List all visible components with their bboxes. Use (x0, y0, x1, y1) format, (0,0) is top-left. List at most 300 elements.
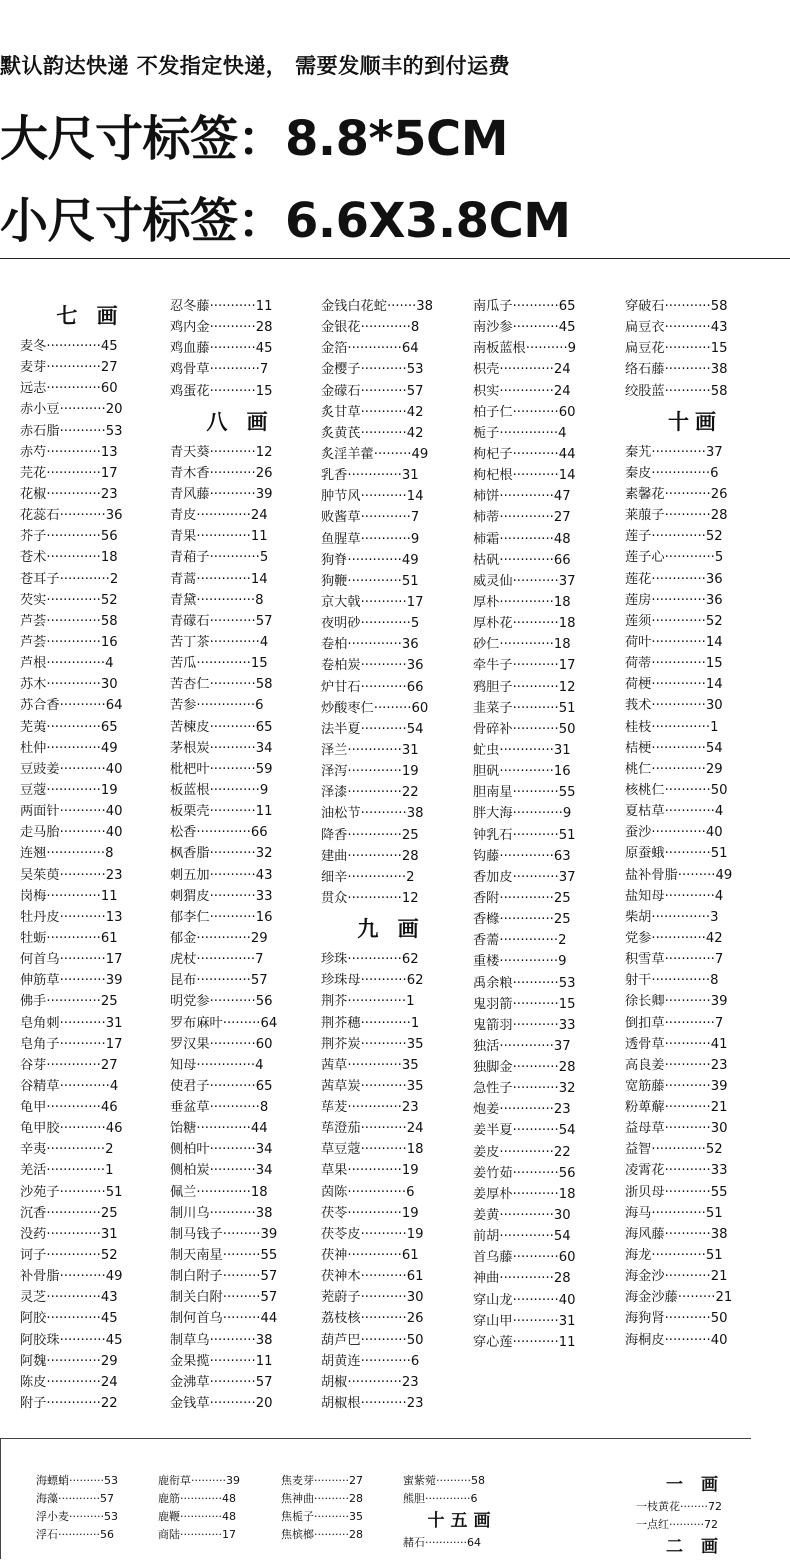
herb-name: 泽兰 (321, 742, 348, 758)
herb-entry (170, 1139, 310, 1160)
leader-dots: ··········· (664, 1057, 711, 1073)
page-number: 44 (558, 446, 576, 462)
herb-entry (20, 780, 160, 801)
leader-dots: ············ (180, 1492, 222, 1505)
page-number: 7 (255, 952, 264, 968)
herb-name: 赤芍 (20, 444, 47, 460)
page-number: 30 (710, 1121, 728, 1137)
herb-entry (321, 1330, 461, 1351)
index-column (321, 296, 461, 1414)
page-number: 49 (105, 1269, 123, 1285)
herb-name: 鸡骨草 (170, 362, 210, 378)
leader-dots: ·········· (69, 1510, 104, 1523)
leader-dots: ············· (196, 825, 251, 841)
herb-entry (20, 547, 160, 568)
herb-entry (170, 505, 310, 526)
leader-dots: ··········· (59, 508, 106, 524)
herb-name: 谷芽 (20, 1057, 47, 1073)
leader-dots: ··········· (512, 1334, 559, 1350)
herb-name: 姜黄 (473, 1208, 500, 1224)
leader-dots: ··········· (209, 1163, 256, 1179)
herb-entry (473, 846, 613, 867)
herb-name: 金钱白花蛇 (321, 299, 387, 314)
herb-name: 海马 (625, 1205, 652, 1221)
leader-dots: ·········· (669, 1518, 704, 1531)
page-number: 43 (255, 867, 273, 883)
herb-entry (625, 1182, 765, 1203)
herb-name: 牡丹皮 (20, 909, 60, 925)
herb-name: 松香 (170, 825, 197, 841)
herb-entry (625, 1139, 765, 1160)
page-number: 54 (553, 1229, 571, 1245)
leader-dots: ··········· (360, 425, 407, 441)
page-number: 32 (558, 1081, 576, 1097)
leader-dots: ··········· (664, 1226, 711, 1242)
herb-entry (321, 571, 461, 592)
page-number: 22 (401, 785, 419, 801)
herb-name: 海桐皮 (625, 1332, 665, 1348)
herb-name: 芜荑 (20, 719, 47, 735)
page-number: 57 (406, 383, 424, 399)
herb-entry (20, 759, 160, 780)
leader-dots: ········· (222, 1269, 261, 1285)
herb-entry (20, 569, 160, 590)
herb-entry (321, 677, 461, 698)
herb-entry (170, 1393, 310, 1414)
herb-name: 没药 (20, 1226, 47, 1242)
herb-entry (321, 1351, 461, 1372)
herb-name: 枳实 (473, 383, 500, 399)
herb-entry (170, 991, 310, 1012)
herb-entry (625, 1330, 765, 1351)
herb-name: 苦参 (170, 698, 197, 714)
herb-entry (473, 973, 613, 994)
herb-name: 威灵仙 (473, 573, 513, 589)
leader-dots: ············· (46, 486, 101, 502)
page-number: 26 (255, 465, 273, 481)
herb-name: 走马胎 (20, 825, 60, 841)
herb-entry (473, 1290, 613, 1311)
herb-name: 苦楝皮 (170, 719, 210, 735)
herb-name: 羌活 (20, 1163, 47, 1179)
leader-dots: ············· (499, 848, 554, 864)
herb-entry (281, 1508, 399, 1526)
herb-entry (473, 1120, 613, 1141)
leader-dots: ·········· (314, 1474, 349, 1487)
stroke-count-heading: 二 画 (666, 1537, 724, 1557)
index-column (473, 296, 613, 1353)
herb-name: 辛夷 (20, 1142, 47, 1158)
herb-name: 狗鞭 (321, 573, 348, 589)
page-number: 58 (710, 383, 728, 399)
herb-entry (170, 463, 310, 484)
page-number: 31 (100, 1226, 118, 1242)
leader-dots: ·············· (46, 1163, 106, 1179)
leader-dots: ············ (664, 550, 715, 566)
page-number: 49 (401, 552, 419, 568)
herb-entry (625, 1245, 765, 1266)
divider (0, 258, 790, 259)
page-number: 25 (401, 827, 419, 843)
page-number: 15 (710, 341, 728, 357)
leader-dots: ··········· (59, 423, 106, 439)
herb-name: 海风藤 (625, 1226, 665, 1242)
leader-dots: ··········· (512, 996, 559, 1012)
leader-dots: ··········· (360, 1226, 407, 1242)
herb-entry (625, 653, 765, 674)
page-number: 31 (553, 742, 571, 758)
leader-dots: ········· (677, 867, 716, 883)
leader-dots: ··········· (512, 785, 559, 801)
leader-dots: ··········· (209, 846, 256, 862)
herb-name: 焦栀子 (281, 1510, 314, 1523)
herb-name: 垂盆草 (170, 1100, 210, 1116)
leader-dots: ··········· (512, 869, 559, 885)
leader-dots: ·········· (69, 1474, 104, 1487)
page-number: 15 (255, 383, 273, 399)
page-number: 30 (553, 1208, 571, 1224)
leader-dots: ·········· (314, 1528, 349, 1541)
page-number: 56 (558, 1165, 576, 1181)
page-number: 40 (558, 1292, 576, 1308)
page-number: 66 (406, 679, 424, 695)
leader-dots: ··········· (512, 320, 559, 336)
herb-name: 草豆蔻 (321, 1142, 361, 1158)
herb-entry (473, 1226, 613, 1247)
herb-entry (170, 1245, 310, 1266)
leader-dots: ··········· (209, 613, 256, 629)
herb-name: 豆豉姜 (20, 761, 60, 777)
herb-entry (20, 886, 160, 907)
leader-dots: ············· (651, 1248, 706, 1264)
herb-entry (170, 780, 310, 801)
herb-name: 牡蛎 (20, 930, 47, 946)
page-number: 44 (250, 1121, 268, 1137)
page-number: 35 (348, 1510, 363, 1523)
herb-name: 倒扣草 (625, 1015, 665, 1031)
page-number: 57 (99, 1492, 114, 1505)
leader-dots: ··········· (512, 975, 559, 991)
leader-dots: ············· (499, 510, 554, 526)
page-number: 31 (558, 1313, 576, 1329)
herb-name: 花蕊石 (20, 508, 60, 524)
herb-name: 青礞石 (170, 613, 210, 629)
herb-name: 油松节 (321, 806, 361, 822)
leader-dots: ············· (347, 341, 402, 357)
herb-name: 何首乌 (20, 952, 60, 968)
herb-entry (20, 632, 160, 653)
page-number: 53 (105, 423, 123, 439)
herb-entry (625, 505, 765, 526)
herb-entry (473, 655, 613, 676)
herb-entry (625, 1055, 765, 1076)
herb-name: 益智 (625, 1142, 652, 1158)
herb-name: 麦芽 (20, 360, 47, 376)
herb-entry (281, 1472, 399, 1490)
leader-dots: ············· (46, 360, 101, 376)
herb-name: 法半夏 (321, 721, 361, 737)
herb-name: 砂仁 (473, 637, 500, 653)
page-number: 14 (406, 489, 424, 505)
herb-entry (625, 317, 765, 338)
leader-dots: ··········· (209, 341, 256, 357)
page-number: 29 (100, 1353, 118, 1369)
page-number: 8 (710, 973, 719, 989)
herb-name: 金樱子 (321, 362, 361, 378)
page-number: 15 (250, 656, 268, 672)
leader-dots: ············· (499, 890, 554, 906)
herb-entry (625, 1013, 765, 1034)
leader-dots: ············· (347, 1163, 402, 1179)
herb-entry (20, 526, 160, 547)
herb-entry (20, 1118, 160, 1139)
herb-name: 鬼羽箭 (473, 996, 513, 1012)
page-number: 4 (558, 425, 567, 441)
leader-dots: ·········· (314, 1492, 349, 1505)
herb-entry (625, 822, 765, 843)
leader-dots: ··········· (209, 994, 256, 1010)
leader-dots: ··········· (512, 1186, 559, 1202)
leader-dots: ············ (664, 952, 715, 968)
page-number: 33 (710, 1163, 728, 1179)
herb-entry (158, 1508, 276, 1526)
page-number: 21 (710, 1269, 728, 1285)
herb-entry (636, 1498, 754, 1516)
shipping-notice: 默认韵达快递 不发指定快递， 需要发顺丰的到付运费 (0, 54, 511, 78)
leader-dots: ············ (664, 888, 715, 904)
leader-dots: ··········· (360, 404, 407, 420)
page-number: 17 (406, 594, 424, 610)
herb-name: 宽筋藤 (625, 1078, 665, 1094)
page-number: 51 (558, 827, 576, 843)
page-number: 12 (255, 444, 273, 460)
herb-name: 侧柏炭 (170, 1163, 210, 1179)
herb-name: 胡椒根 (321, 1396, 361, 1412)
page-number: 1 (710, 719, 719, 735)
page-number: 60 (255, 1036, 273, 1052)
page-number: 65 (558, 299, 576, 314)
herb-entry (20, 843, 160, 864)
herb-name: 珍珠母 (321, 973, 361, 989)
page-number: 36 (406, 658, 424, 674)
herb-entry (625, 717, 765, 738)
herb-entry (158, 1526, 276, 1544)
herb-name: 青黛 (170, 592, 197, 608)
page-number: 7 (714, 1015, 724, 1031)
page-number: 58 (470, 1474, 485, 1487)
page-number: 29 (705, 761, 723, 777)
herb-name: 枸杞根 (473, 468, 513, 484)
page-number: 12 (401, 890, 419, 906)
page-number: 23 (401, 1374, 419, 1390)
leader-dots: ··········· (209, 1036, 256, 1052)
leader-dots: ············· (651, 825, 706, 841)
page-number: 49 (411, 446, 429, 462)
herb-entry (473, 296, 613, 317)
herb-name: 柏子仁 (473, 404, 513, 420)
herb-name: 草果 (321, 1163, 348, 1179)
page-number: 61 (100, 930, 118, 946)
herb-name: 青蒿 (170, 571, 197, 587)
page-number: 58 (710, 299, 728, 314)
herb-entry (473, 592, 613, 613)
herb-name: 蚕沙 (625, 825, 652, 841)
page-number: 52 (100, 592, 118, 608)
page-number: 6 (710, 465, 719, 481)
leader-dots: ············· (196, 1121, 251, 1137)
herb-name: 乳香 (321, 468, 348, 484)
leader-dots: ········· (222, 1311, 261, 1327)
herb-entry (20, 357, 160, 378)
leader-dots: ··········· (209, 1374, 256, 1390)
herb-name: 夏枯草 (625, 804, 665, 820)
herb-name: 焦麦芽 (281, 1474, 314, 1487)
herb-name: 金礞石 (321, 383, 361, 399)
herb-name: 知母 (170, 1057, 197, 1073)
herb-name: 鸡血藤 (170, 341, 210, 357)
herb-name: 焦神曲 (281, 1492, 314, 1505)
page-number: 46 (105, 1121, 123, 1137)
herb-entry (20, 1308, 160, 1329)
herb-entry (321, 338, 461, 359)
leader-dots: ··········· (360, 1142, 407, 1158)
herb-entry (625, 547, 765, 568)
herb-name: 扁豆花 (625, 341, 665, 357)
leader-dots: ············ (209, 550, 260, 566)
leader-dots: ············· (347, 1205, 402, 1221)
herb-name: 粉萆薢 (625, 1100, 665, 1116)
page-number: 19 (401, 1163, 419, 1179)
page-number: 19 (100, 782, 118, 798)
herb-entry (281, 1526, 399, 1544)
leader-dots: ··········· (209, 867, 256, 883)
leader-dots: ············· (196, 930, 251, 946)
herb-entry (321, 1034, 461, 1055)
page-number: 72 (707, 1500, 722, 1513)
herb-name: 胡椒 (321, 1374, 348, 1390)
herb-entry (170, 611, 310, 632)
page-number: 4 (714, 804, 724, 820)
leader-dots: ············· (46, 634, 101, 650)
page-number: 19 (406, 1226, 424, 1242)
page-number: 52 (705, 613, 723, 629)
herb-name: 龟甲 (20, 1100, 47, 1116)
lower-index-column (281, 1472, 399, 1544)
herb-name: 狗脊 (321, 552, 348, 568)
herb-entry (625, 1034, 765, 1055)
herb-entry (625, 611, 765, 632)
herb-entry (473, 1205, 613, 1226)
herb-entry (625, 1097, 765, 1118)
herb-entry (170, 759, 310, 780)
herb-entry (321, 1055, 461, 1076)
page-number: 23 (710, 1057, 728, 1073)
herb-name: 降香 (321, 827, 348, 843)
page-number: 4 (255, 1057, 264, 1073)
herb-name: 胖大海 (473, 806, 513, 822)
herb-entry (321, 655, 461, 676)
herb-name: 厚朴 (473, 594, 500, 610)
leader-dots: ··········· (209, 719, 256, 735)
herb-entry (625, 949, 765, 970)
page-number: 18 (558, 616, 576, 632)
herb-entry (20, 1266, 160, 1287)
leader-dots: ··········· (512, 721, 559, 737)
leader-dots: ············ (360, 320, 411, 336)
leader-dots: ··········· (209, 465, 256, 481)
leader-dots: ············ (360, 531, 411, 547)
herb-entry (625, 928, 765, 949)
herb-name: 郁李仁 (170, 909, 210, 925)
page-number: 28 (553, 1271, 571, 1287)
herb-name: 板栗壳 (170, 804, 210, 820)
leader-dots: ············· (46, 381, 101, 397)
herb-name: 凌霄花 (625, 1163, 665, 1179)
page-number: 23 (553, 1102, 571, 1118)
leader-dots: ············ (360, 616, 411, 632)
herb-entry (473, 909, 613, 930)
stroke-count-heading: 十五画 (427, 1511, 497, 1531)
leader-dots: ··········· (512, 658, 559, 674)
herb-name: 麦冬 (20, 339, 47, 354)
leader-dots: ··········· (664, 1311, 711, 1327)
herb-name: 神曲 (473, 1271, 500, 1287)
page-number: 39 (710, 994, 728, 1010)
herb-name: 柴胡 (625, 909, 652, 925)
page-number: 37 (558, 573, 576, 589)
herb-name: 茜草 (321, 1057, 348, 1073)
page-number: 51 (710, 846, 728, 862)
herb-name: 苏木 (20, 677, 47, 693)
page-number: 60 (558, 1250, 576, 1266)
herb-entry (625, 463, 765, 484)
herb-entry (321, 761, 461, 782)
herb-name: 蜜紫菀 (403, 1474, 436, 1487)
leader-dots: ·············· (347, 994, 407, 1010)
leader-dots: ············· (46, 1248, 101, 1264)
page-number: 14 (558, 468, 576, 484)
leader-dots: ··········· (209, 486, 256, 502)
page-number: 49 (715, 867, 733, 883)
leader-dots: ··········· (209, 1078, 256, 1094)
herb-entry (321, 740, 461, 761)
page-number: 26 (406, 1311, 424, 1327)
page-number: 63 (553, 848, 571, 864)
herb-entry (473, 634, 613, 655)
leader-dots: ··········· (59, 952, 106, 968)
leader-dots: ·············· (46, 656, 106, 672)
herb-name: 骨碎补 (473, 721, 513, 737)
herb-entry (473, 888, 613, 909)
herb-entry (36, 1490, 154, 1508)
herb-entry (20, 1139, 160, 1160)
herb-entry (321, 359, 461, 380)
leader-dots: ············· (499, 531, 554, 547)
herb-entry (625, 801, 765, 822)
herb-entry (20, 653, 160, 674)
herb-name: 扁豆衣 (625, 320, 665, 336)
herb-name: 穿心莲 (473, 1334, 513, 1350)
page-number: 18 (553, 637, 571, 653)
herb-entry (20, 590, 160, 611)
herb-entry (473, 825, 613, 846)
page-number: 1 (105, 1163, 114, 1179)
page-number: 6 (470, 1492, 478, 1505)
leader-dots: ··········· (360, 1269, 407, 1285)
leader-dots: ············· (347, 468, 402, 484)
herb-name: 素馨花 (625, 486, 665, 502)
leader-dots: ············ (512, 806, 563, 822)
